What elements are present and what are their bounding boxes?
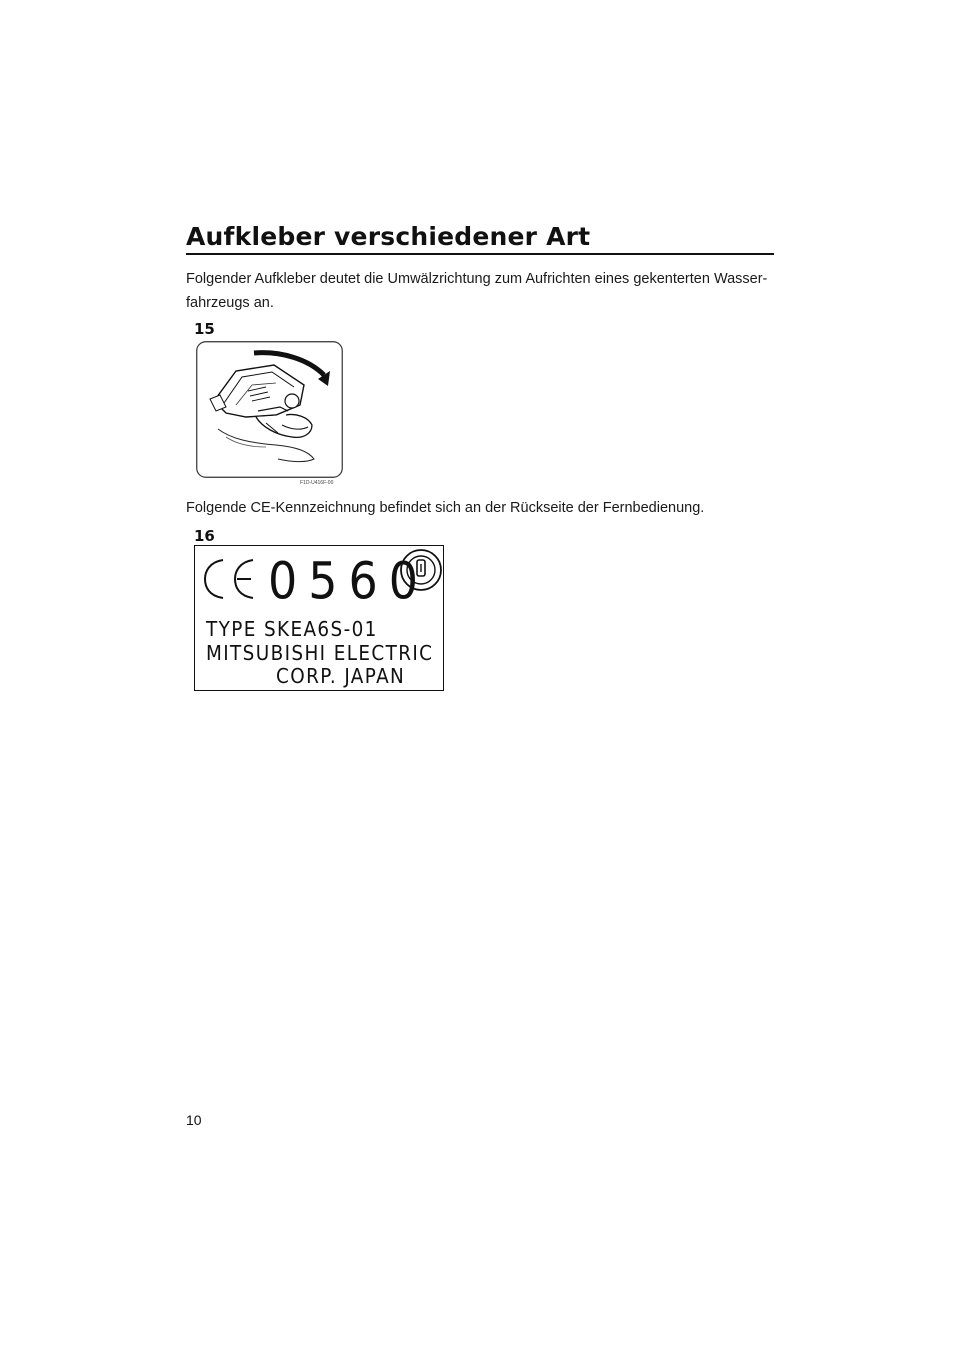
figure-number-16: 16 <box>194 527 215 545</box>
paragraph-capsize-sticker: Folgender Aufkleber deutet die Umwälzrichtung zum Aufrichten eines gekenterten Wasser-fahrzeugs an. <box>186 271 768 311</box>
ce-notified-body-number: 0560 <box>268 551 430 611</box>
label-corp-line: CORP. JAPAN <box>276 664 406 688</box>
figure-number-15: 15 <box>194 320 215 338</box>
paragraph-ce-marking: Folgende CE-Kennzeichnung befindet sich an der Rückseite der Fernbedienung. <box>186 500 705 516</box>
capsize-sticker <box>196 341 343 478</box>
page-title: Aufkleber verschiedener Art <box>186 222 591 251</box>
capsize-rotation-illustration <box>196 341 343 478</box>
label-maker-line: MITSUBISHI ELECTRIC <box>206 641 434 665</box>
label-type-line: TYPE SKEA6S-01 <box>206 617 378 641</box>
figure-code: F1D-U416F-00 <box>300 480 334 486</box>
page-number: 10 <box>186 1112 202 1128</box>
title-rule <box>186 253 774 255</box>
